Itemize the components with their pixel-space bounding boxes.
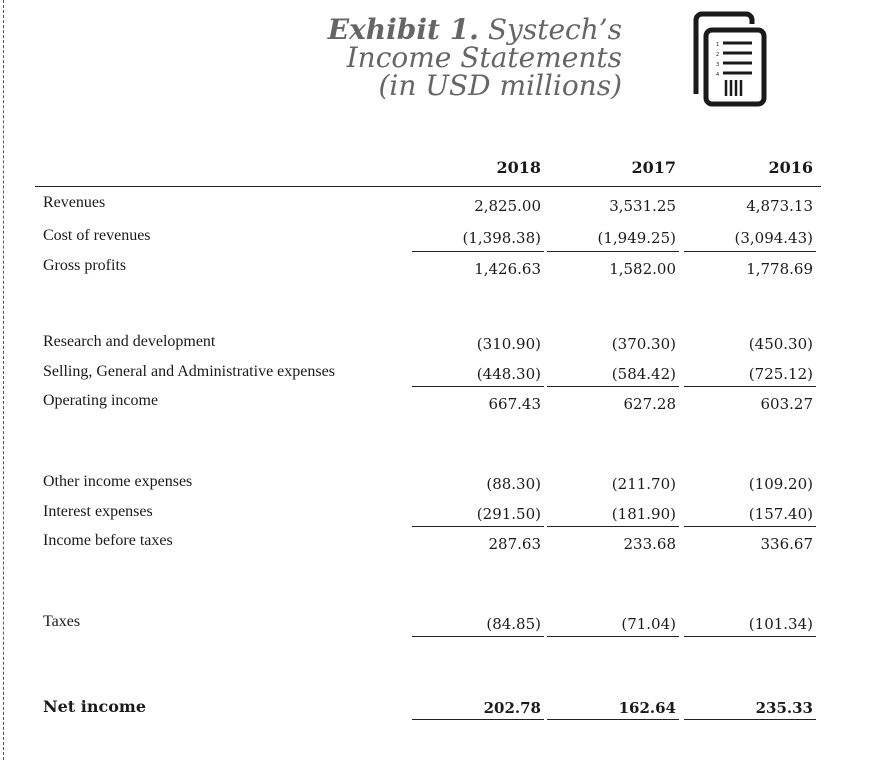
- revenues-2016: 4,873.13: [746, 197, 813, 215]
- exhibit-title: [300, 13, 622, 102]
- net-income-2018: 202.78: [483, 699, 541, 717]
- subtotal-rule: [547, 526, 679, 527]
- taxes-2017: (71.04): [621, 615, 676, 633]
- subtotal-rule: [412, 526, 544, 527]
- revenues-2017: 3,531.25: [609, 197, 676, 215]
- cost-of-revenues-2017: (1,949.25): [597, 229, 676, 247]
- interest-2016: (157.40): [748, 505, 813, 523]
- rnd-2018: (310.90): [476, 335, 541, 353]
- subtotal-rule: [547, 251, 679, 252]
- sga-2016: (725.12): [748, 365, 813, 383]
- total-rule: [684, 719, 816, 720]
- subtotal-rule: [412, 251, 544, 252]
- interest-2018: (291.50): [476, 505, 541, 523]
- sga-2018: (448.30): [476, 365, 541, 383]
- taxes-2016: (101.34): [748, 615, 813, 633]
- subtotal-rule: [684, 251, 816, 252]
- row-label-revenues: Revenues: [43, 194, 106, 211]
- exhibit-number: Exhibit 1.: [327, 13, 479, 46]
- other-income-2017: (211.70): [611, 475, 676, 493]
- column-header-2018: 2018: [496, 158, 541, 177]
- title-company: Systech’s: [478, 13, 622, 46]
- revenues-2018: 2,825.00: [474, 197, 541, 215]
- column-header-2017: 2017: [631, 158, 676, 177]
- income-before-taxes-2016: 336.67: [760, 535, 813, 553]
- row-label-sga: Selling, General and Administrative expenses: [43, 363, 335, 380]
- title-line-2: Income Statements: [346, 41, 622, 74]
- total-rule: [547, 719, 679, 720]
- other-income-2018: (88.30): [486, 475, 541, 493]
- cost-of-revenues-2018: (1,398.38): [462, 229, 541, 247]
- svg-text:3: 3: [716, 62, 720, 68]
- svg-text:2: 2: [716, 52, 720, 58]
- operating-income-2018: 667.43: [488, 395, 541, 413]
- row-label-net-income: Net income: [43, 697, 146, 716]
- sga-2017: (584.42): [611, 365, 676, 383]
- income-before-taxes-2017: 233.68: [623, 535, 676, 553]
- subtotal-rule: [684, 526, 816, 527]
- net-income-2016: 235.33: [755, 699, 813, 717]
- gross-profits-2016: 1,778.69: [746, 260, 813, 278]
- title-line-3: (in USD millions): [378, 69, 622, 102]
- row-label-taxes: Taxes: [43, 613, 81, 630]
- operating-income-2017: 627.28: [623, 395, 676, 413]
- header-rule: [35, 186, 821, 187]
- row-label-cost-of-revenues: Cost of revenues: [43, 227, 151, 244]
- total-rule: [412, 719, 544, 720]
- subtotal-rule: [547, 386, 679, 387]
- svg-text:1: 1: [716, 42, 720, 48]
- cost-of-revenues-2016: (3,094.43): [734, 229, 813, 247]
- row-label-other-income-expenses: Other income expenses: [43, 473, 193, 490]
- row-label-research-and-development: Research and development: [43, 333, 216, 350]
- other-income-2016: (109.20): [748, 475, 813, 493]
- page-margin-rule: [3, 0, 4, 760]
- row-label-operating-income: Operating income: [43, 392, 159, 409]
- rnd-2017: (370.30): [611, 335, 676, 353]
- rnd-2016: (450.30): [748, 335, 813, 353]
- subtotal-rule: [547, 636, 679, 637]
- row-label-interest-expenses: Interest expenses: [43, 503, 153, 520]
- svg-text:4: 4: [716, 72, 720, 78]
- subtotal-rule: [412, 636, 544, 637]
- row-label-income-before-taxes: Income before taxes: [43, 532, 173, 549]
- subtotal-rule: [684, 636, 816, 637]
- taxes-2018: (84.85): [486, 615, 541, 633]
- gross-profits-2017: 1,582.00: [609, 260, 676, 278]
- income-before-taxes-2018: 287.63: [488, 535, 541, 553]
- subtotal-rule: [684, 386, 816, 387]
- gross-profits-2018: 1,426.63: [474, 260, 541, 278]
- net-income-2017: 162.64: [618, 699, 676, 717]
- subtotal-rule: [412, 386, 544, 387]
- column-header-2016: 2016: [768, 158, 813, 177]
- document-list-icon: [688, 10, 770, 108]
- operating-income-2016: 603.27: [760, 395, 813, 413]
- row-label-gross-profits: Gross profits: [43, 257, 127, 274]
- interest-2017: (181.90): [611, 505, 676, 523]
